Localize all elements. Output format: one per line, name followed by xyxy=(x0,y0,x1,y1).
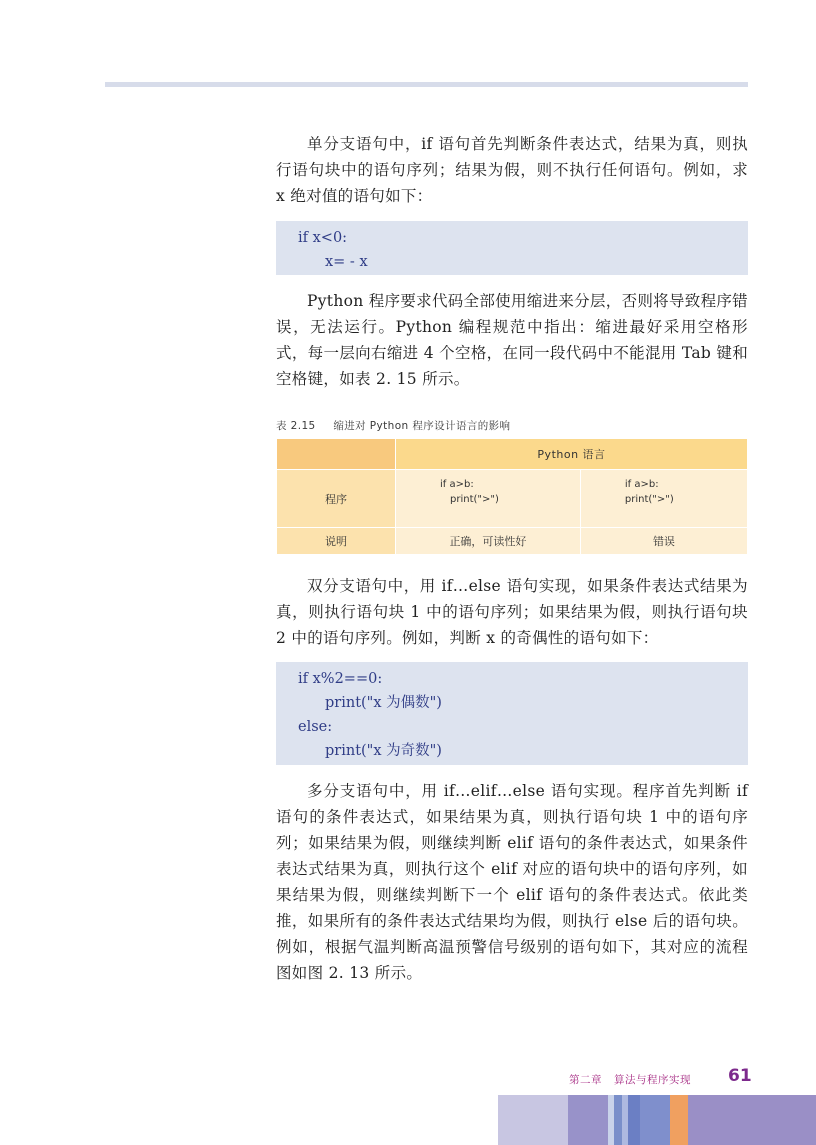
footer-band-segment xyxy=(640,1095,670,1145)
footer-band-segment xyxy=(670,1095,688,1145)
header-rule xyxy=(105,82,748,87)
footer-chapter-title: 算法与程序实现 xyxy=(614,1074,691,1086)
table-desc-correct: 正确，可读性好 xyxy=(396,528,581,555)
table-row-label-program: 程序 xyxy=(277,470,396,528)
paragraph-indentation: Python 程序要求代码全部使用缩进来分层，否则将导致程序错误，无法运行。Python 编程规范中指出：缩进最好采用空格形式，每一层向右缩进 4 个空格，在同一段代码中不能混用 Tab 键和空格键，如表 2. 15 所示。 xyxy=(276,292,748,388)
table-code-line: print(">") xyxy=(624,494,674,505)
page-number: 61 xyxy=(728,1066,752,1086)
code-block-parity xyxy=(276,662,748,765)
code-block-abs xyxy=(276,221,748,275)
table-header-python: Python 语言 xyxy=(396,439,748,470)
paragraph-double-branch: 双分支语句中，用 if…else 语句实现，如果条件表达式结果为真，则执行语句块 1 中的语句序列；如果结果为假，则执行语句块 2 中的语句序列。例如，判断 x 的奇偶性的语句如下： xyxy=(276,577,748,647)
code-line: x= - x xyxy=(325,254,368,270)
code-line: if x%2==0: xyxy=(298,671,383,687)
footer-band-segment xyxy=(688,1095,816,1145)
table-caption-number: 表 2.15 xyxy=(276,420,316,432)
table-caption-title: 缩进对 Python 程序设计语言的影响 xyxy=(333,420,511,432)
code-line: if x<0: xyxy=(298,230,348,246)
code-line: print("x 为偶数") xyxy=(325,695,442,711)
paragraph-single-branch: 单分支语句中，if 语句首先判断条件表达式，结果为真，则执行语句块中的语句序列；结果为假，则不执行任何语句。例如，求 x 绝对值的语句如下： xyxy=(276,135,748,205)
paragraph-multi-branch: 多分支语句中，用 if…elif…else 语句实现。程序首先判断 if 语句的条件表达式，如果结果为真，则执行语句块 1 中的语句序列；如果结果为假，则继续判断 elif 语句的条件表达式，如果条件表达式结果为真，则执行这个 elif 对应的语句块中的语句序列，如果结果为假，则继续判断下一个 elif 语句的条件表达式。依此类推，如果所有的条件表达式结果均为假，则执行 else 后的语句块。例如，根据气温判断高温预警信号级别的语句如下，其对应的流程图如图 2. 13 所示。 xyxy=(276,782,748,982)
table-code-line: print(">") xyxy=(450,494,499,505)
table-code-line: if a>b: xyxy=(624,479,659,490)
footer-band-segment xyxy=(614,1095,622,1145)
table-row-label-desc: 说明 xyxy=(277,528,396,555)
table-code-line: if a>b: xyxy=(440,479,474,490)
table-code-correct xyxy=(396,470,581,528)
code-line: print("x 为奇数") xyxy=(325,743,442,759)
table-code-wrong xyxy=(580,470,747,528)
footer-band-segment xyxy=(498,1095,568,1145)
code-line: else: xyxy=(298,719,333,735)
footer-band-segment xyxy=(628,1095,640,1145)
table-desc-wrong: 错误 xyxy=(580,528,747,555)
footer-chapter: 第二章 xyxy=(569,1074,602,1086)
indentation-table xyxy=(276,438,748,555)
footer-band-segment xyxy=(568,1095,608,1145)
table-caption xyxy=(276,418,510,433)
running-footer xyxy=(569,1072,691,1087)
table-corner-cell xyxy=(277,439,396,470)
